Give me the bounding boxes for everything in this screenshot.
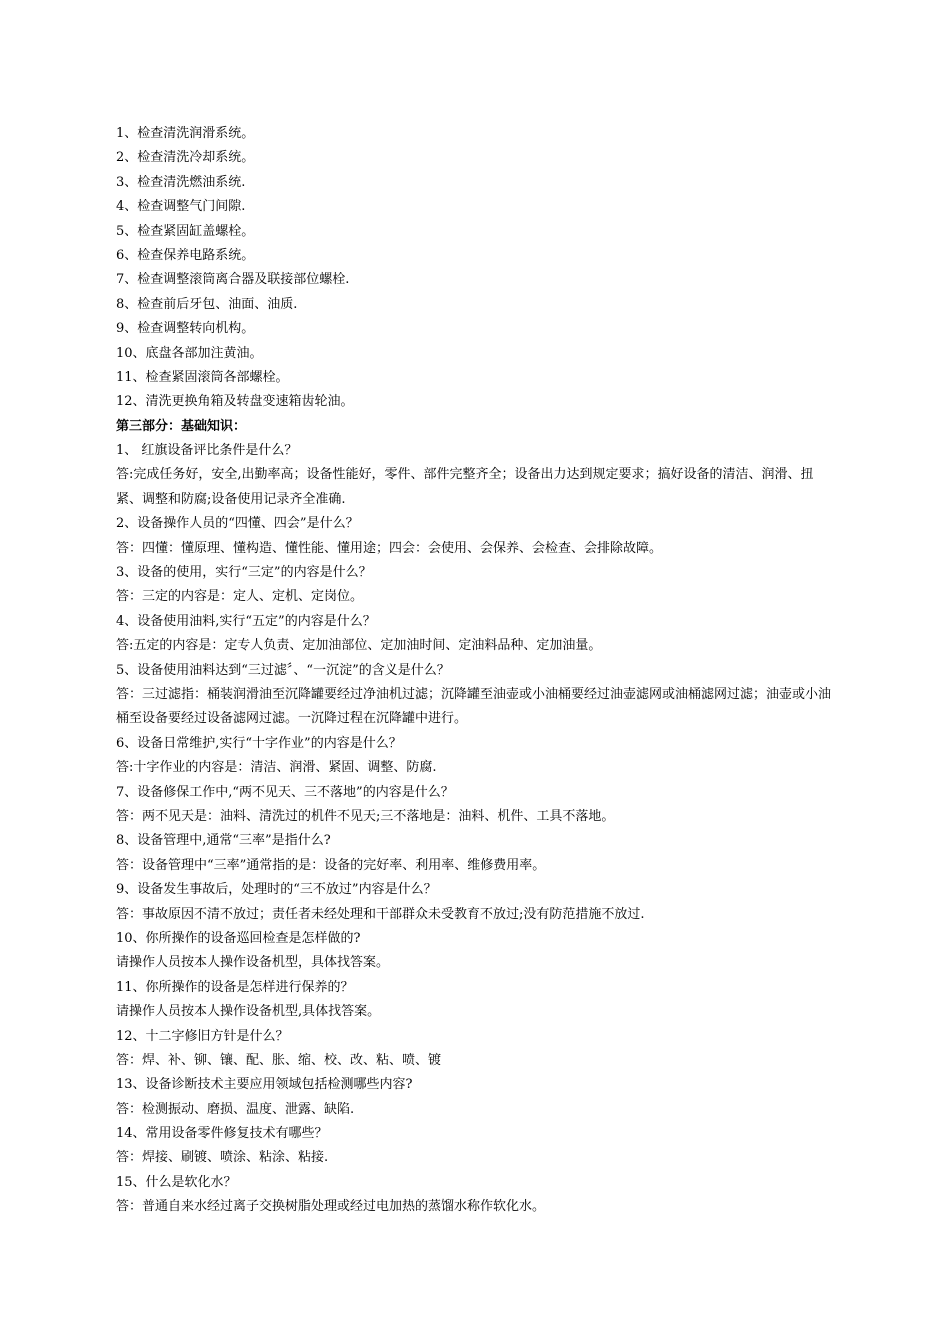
- list-item: 12、清洗更换角箱及转盘变速箱齿轮油。: [116, 394, 354, 410]
- answer: 答：三定的内容是：定人、定机、定岗位。: [116, 589, 364, 605]
- list-item: 6、检查保养电路系统。: [116, 247, 255, 263]
- question: 6、设备日常维护,实行“十字作业”的内容是什么？: [116, 735, 402, 751]
- question: 1、 红旗设备评比条件是什么？: [116, 443, 298, 459]
- answer: 答：三过滤指：桶装润滑油至沉降罐要经过净油机过滤；沉降罐至油壶或小油桶要经过油壶滤网或油桶滤网过滤；油壶或小油桶至设备要经过设备滤网过滤。一沉降过程在沉降罐中进行。: [116, 687, 832, 727]
- list-item: 9、检查调整转向机构。: [116, 321, 255, 337]
- qa-list: [116, 439, 836, 1220]
- list-item: 7、检查调整滚筒离合器及联接部位螺栓.: [116, 272, 350, 288]
- question: 2、设备操作人员的“四懂、四会”是什么？: [116, 516, 359, 532]
- question: 11、你所操作的设备是怎样进行保养的？: [116, 979, 354, 995]
- answer: 答：四懂：懂原理、懂构造、懂性能、懂用途；四会：会使用、会保养、会检查、会排除故障。: [116, 540, 663, 556]
- list-item: 11、检查紧固滚筒各部螺栓。: [116, 369, 289, 385]
- list-item: 3、检查清洗燃油系统.: [116, 174, 246, 190]
- answer: 答:完成任务好，安全,出勤率高；设备性能好，零件、部件完整齐全；设备出力达到规定要求；搞好设备的清洁、润滑、扭紧、调整和防腐;设备使用记录齐全准确.: [116, 467, 814, 507]
- answer: 答：焊接、刷镀、喷涂、粘涂、粘接.: [116, 1150, 329, 1166]
- question: 7、设备修保工作中,“两不见天、三不落地”的内容是什么？: [116, 784, 454, 800]
- question: 9、设备发生事故后，处理时的“三不放过”内容是什么？: [116, 882, 437, 898]
- list-item: 8、检查前后牙包、油面、油质.: [116, 296, 298, 312]
- question: 5、设备使用油料达到“三过滤〞、“一沉淀”的含义是什么？: [116, 662, 450, 678]
- question: 13、设备诊断技术主要应用领域包括检测哪些内容?: [116, 1077, 413, 1093]
- answer: 答：普通自来水经过离子交换树脂处理或经过电加热的蒸馏水称作软化水。: [116, 1199, 546, 1215]
- question: 4、设备使用油料,实行“五定”的内容是什么？: [116, 613, 376, 629]
- answer: 答:十字作业的内容是：清洁、润滑、紧固、调整、防腐.: [116, 760, 437, 776]
- answer: 答：事故原因不清不放过；责任者未经处理和干部群众未受教育不放过;没有防范措施不放过.: [116, 906, 645, 922]
- question: 12、十二字修旧方针是什么？: [116, 1028, 289, 1044]
- document-page: [116, 122, 836, 1220]
- question: 10、你所操作的设备巡回检查是怎样做的?: [116, 930, 361, 946]
- list-item: 10、底盘各部加注黄油。: [116, 345, 263, 361]
- answer: 请操作人员按本人操作设备机型，具体找答案。: [116, 955, 390, 971]
- answer: 答：检测振动、磨损、温度、泄露、缺陷.: [116, 1101, 355, 1117]
- list-item: 4、检查调整气门间隙.: [116, 199, 246, 215]
- list-item: 5、检查紧固缸盖螺栓。: [116, 223, 255, 239]
- list-item: 2、检查清洗冷却系统。: [116, 150, 255, 166]
- question: 15、什么是软化水？: [116, 1174, 237, 1190]
- answer: 答：设备管理中“三率”通常指的是：设备的完好率、利用率、维修费用率。: [116, 857, 546, 873]
- question: 3、设备的使用，实行“三定”的内容是什么？: [116, 565, 372, 581]
- question: 8、设备管理中,通常“三率”是指什么?: [116, 833, 331, 849]
- maintenance-list: [116, 122, 836, 415]
- answer: 答：两不见天是：油料、清洗过的机件不见天;三不落地是：油料、机件、工具不落地。: [116, 809, 615, 824]
- list-item: 1、检查清洗润滑系统。: [116, 126, 255, 141]
- section-title: 第三部分：基础知识：: [116, 418, 247, 434]
- answer: 答：焊、补、铆、镶、配、胀、缩、校、改、粘、喷、镀: [116, 1052, 442, 1068]
- question: 14、常用设备零件修复技术有哪些？: [116, 1126, 328, 1142]
- answer: 答:五定的内容是：定专人负责、定加油部位、定加油时间、定油料品种、定加油量。: [116, 638, 602, 654]
- answer: 请操作人员按本人操作设备机型,具体找答案。: [116, 1004, 381, 1020]
